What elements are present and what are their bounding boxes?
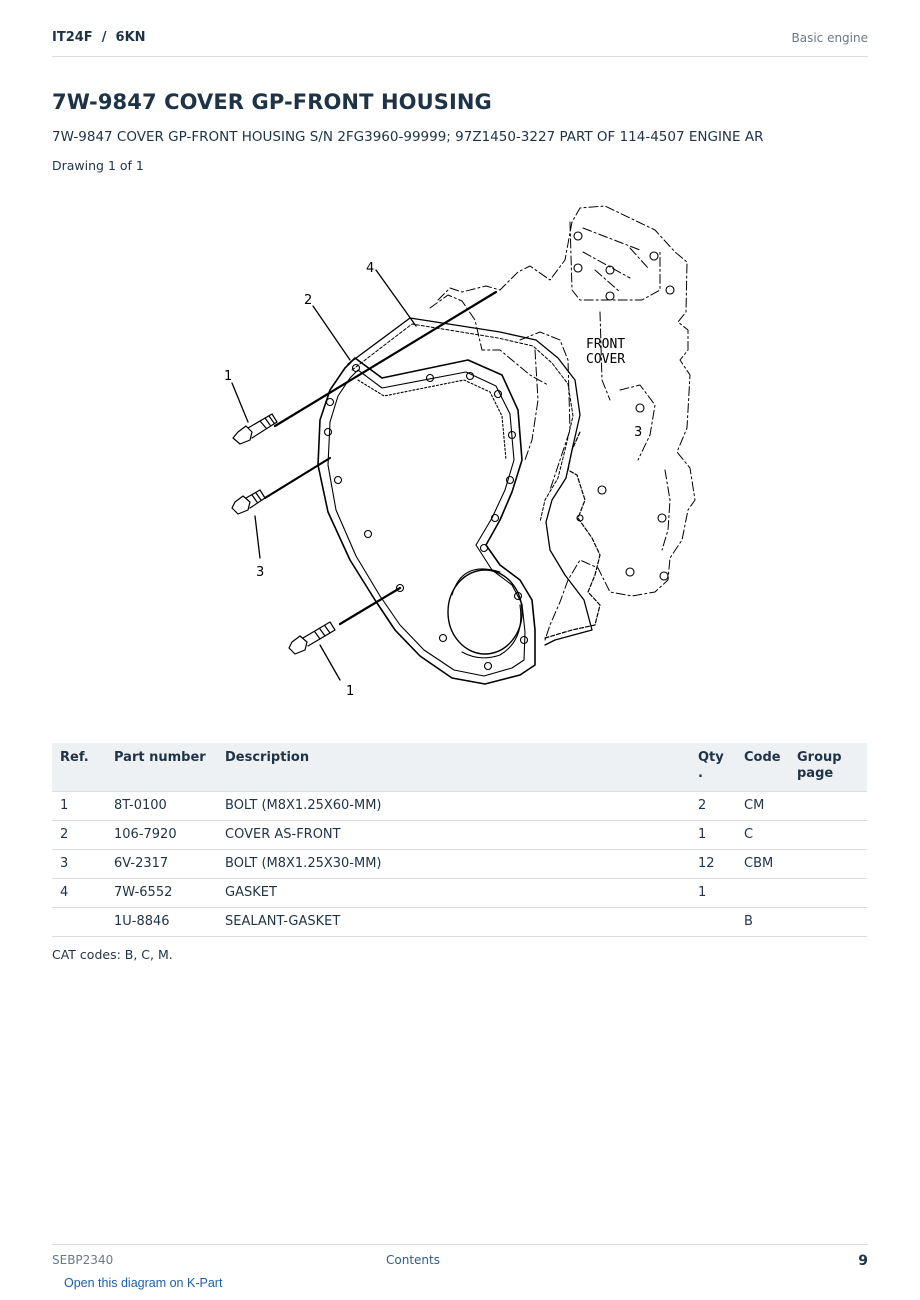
callout-1-upper: 1 (224, 369, 233, 384)
table-row (52, 850, 867, 879)
bolt-lower (289, 588, 400, 654)
callout-3-right: 3 (634, 425, 643, 440)
cell-qty: 2 (690, 792, 736, 821)
cell-description: BOLT (M8X1.25X60-MM) (217, 792, 690, 821)
section-label: Basic engine (791, 31, 868, 45)
table-row (52, 908, 867, 937)
front-cover-label-line1: FRONT (586, 337, 626, 352)
cell-ref: 2 (52, 821, 106, 850)
cell-group-page (789, 850, 867, 879)
page-subtitle: 7W-9847 COVER GP-FRONT HOUSING S/N 2FG3960-99999; 97Z1450-3227 PART OF 114-4507 ENGINE AR (52, 129, 764, 145)
cell-group-page (789, 821, 867, 850)
block-holes (574, 232, 674, 580)
table-row (52, 792, 867, 821)
cell-code: CBM (736, 850, 789, 879)
callout-1-lower: 1 (346, 684, 355, 699)
bolt-upper-left (233, 292, 496, 444)
cell-part-number: 6V-2317 (106, 850, 217, 879)
drawing-count: Drawing 1 of 1 (52, 158, 144, 173)
col-description: Description (217, 743, 690, 792)
cell-code: CM (736, 792, 789, 821)
cell-code (736, 879, 789, 908)
engine-block (430, 206, 695, 640)
cell-code: C (736, 821, 789, 850)
cell-ref (52, 908, 106, 937)
callout-4: 4 (366, 261, 375, 276)
cell-description: BOLT (M8X1.25X30-MM) (217, 850, 690, 879)
cell-group-page (789, 908, 867, 937)
contents-link[interactable]: Contents (386, 1253, 440, 1267)
page-number: 9 (858, 1253, 868, 1269)
seal-boss (448, 570, 522, 654)
table-row (52, 821, 867, 850)
page-title: 7W-9847 COVER GP-FRONT HOUSING (52, 90, 492, 114)
cell-group-page (789, 879, 867, 908)
cell-description: GASKET (217, 879, 690, 908)
parts-diagram (200, 200, 710, 710)
cell-description: COVER AS-FRONT (217, 821, 690, 850)
cell-ref: 4 (52, 879, 106, 908)
cell-qty: 12 (690, 850, 736, 879)
page-footer (52, 1244, 868, 1269)
cell-qty: 1 (690, 879, 736, 908)
col-part-number: Part number (106, 743, 217, 792)
cell-part-number: 106-7920 (106, 821, 217, 850)
cell-qty (690, 908, 736, 937)
document-id: SEBP2340 (52, 1253, 114, 1267)
col-group-page: Group page (789, 743, 867, 792)
cell-code: B (736, 908, 789, 937)
cell-part-number: 8T-0100 (106, 792, 217, 821)
leader-lines (232, 270, 416, 680)
cat-codes-note: CAT codes: B, C, M. (52, 947, 173, 962)
col-ref: Ref. (52, 743, 106, 792)
page-header (52, 28, 868, 57)
model-label: IT24F / 6KN (52, 30, 146, 45)
front-cover-label-line2: COVER (586, 352, 626, 367)
parts-table (52, 743, 867, 937)
cell-group-page (789, 792, 867, 821)
cell-qty: 1 (690, 821, 736, 850)
gasket-extension (545, 432, 600, 638)
front-cover (318, 358, 535, 684)
cell-part-number: 7W-6552 (106, 879, 217, 908)
table-header-row (52, 743, 867, 792)
cell-ref: 1 (52, 792, 106, 821)
callout-2: 2 (304, 293, 313, 308)
cell-part-number: 1U-8846 (106, 908, 217, 937)
table-row (52, 879, 867, 908)
cell-ref: 3 (52, 850, 106, 879)
cell-description: SEALANT-GASKET (217, 908, 690, 937)
col-code: Code (736, 743, 789, 792)
col-qty: Qty . (690, 743, 736, 792)
open-kpart-link[interactable]: Open this diagram on K-Part (64, 1276, 223, 1290)
callout-3-left: 3 (256, 565, 265, 580)
bolt-middle (232, 458, 330, 514)
